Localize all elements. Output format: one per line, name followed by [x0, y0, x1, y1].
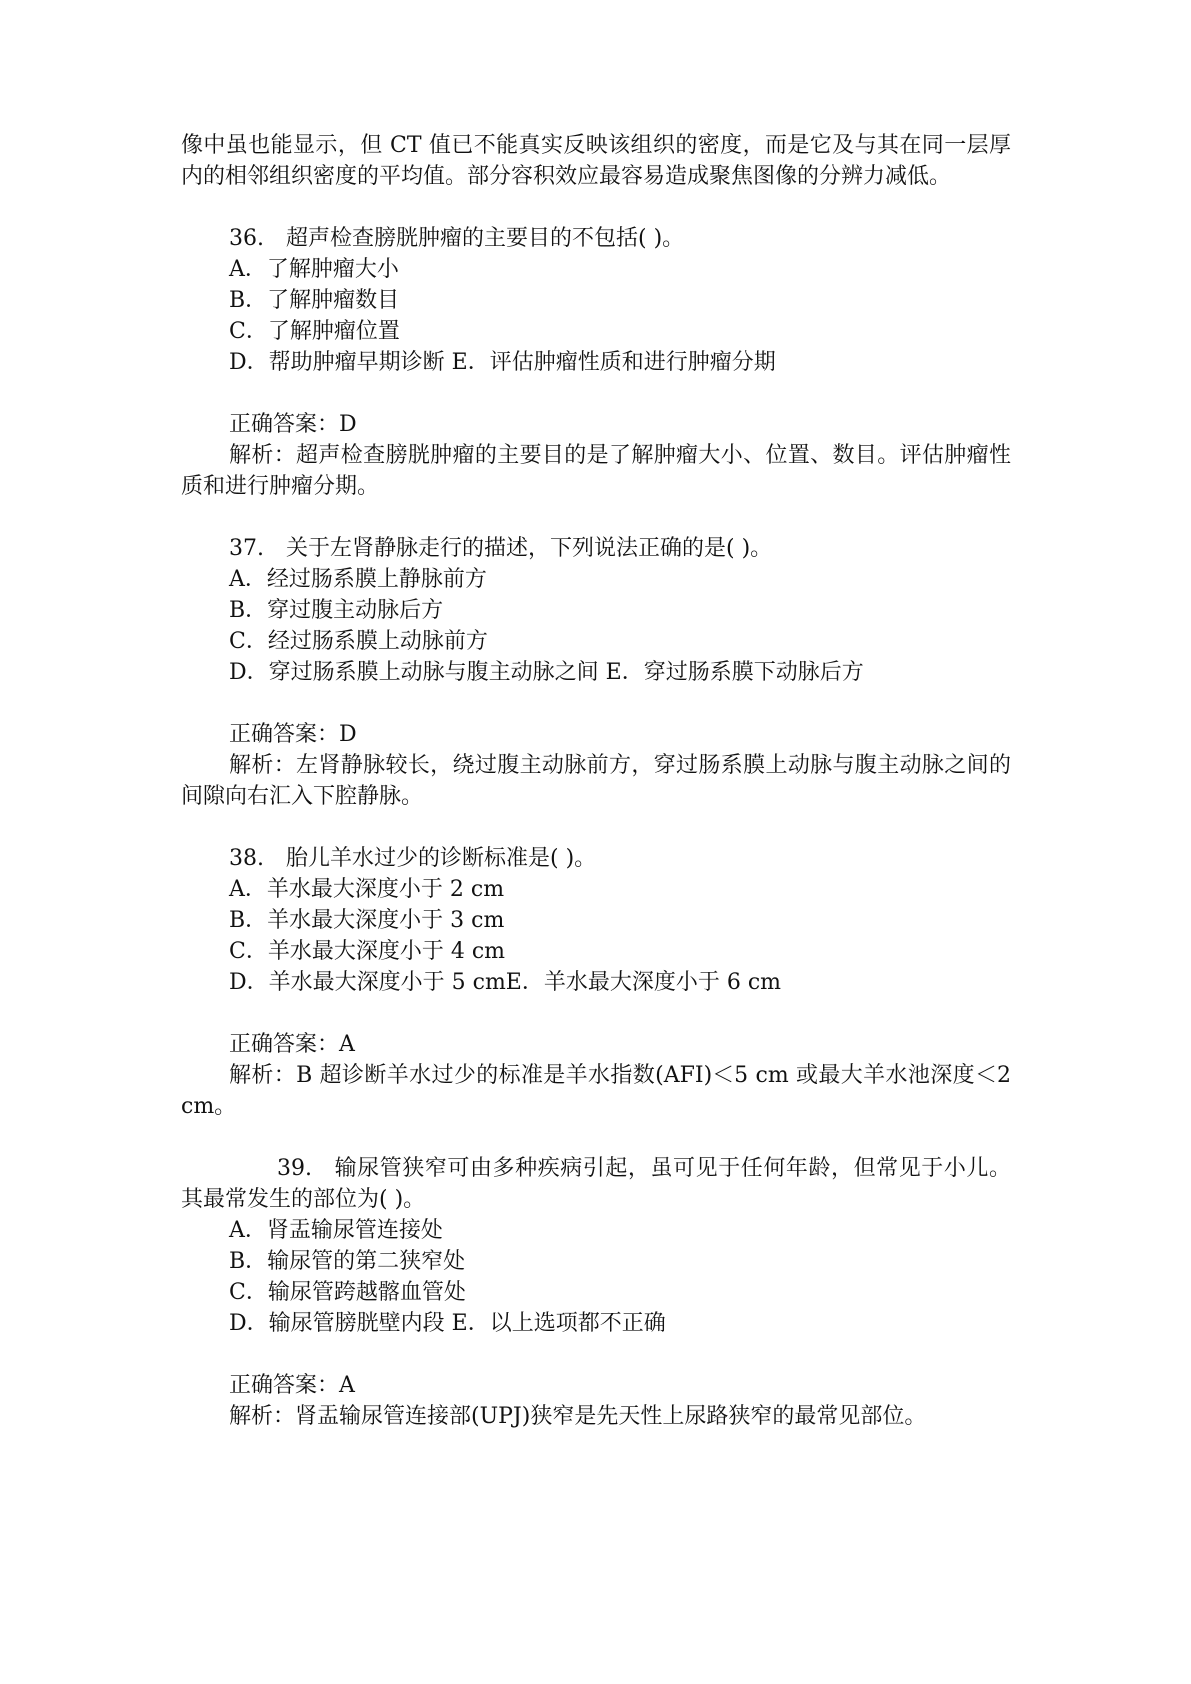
correct-answer: 正确答案：A	[229, 1032, 355, 1057]
option-b: B．输尿管的第二狭窄处	[229, 1249, 466, 1274]
option-b: B．了解肿瘤数目	[229, 288, 400, 313]
analysis: 解析：超声检查膀胱肿瘤的主要目的是了解肿瘤大小、位置、数目。评估肿瘤性质和进行肿瘤分期。	[181, 443, 1011, 499]
spacer	[181, 688, 1011, 719]
option-d-e: D．穿过肠系膜上动脉与腹主动脉之间 E．穿过肠系膜下动脉后方	[229, 660, 864, 685]
question-38	[181, 843, 1011, 1122]
option-b: B．穿过腹主动脉后方	[229, 598, 444, 623]
question-text: 胎儿羊水过少的诊断标准是( )。	[286, 846, 597, 871]
intro-paragraph: 像中虽也能显示，但 CT 值已不能真实反映该组织的密度，而是它及与其在同一层厚内的相邻组织密度的平均值。部分容积效应最容易造成聚焦图像的分辨力减低。	[181, 133, 1011, 189]
option-a: A．肾盂输尿管连接处	[229, 1218, 443, 1243]
option-d-e: D．输尿管膀胱壁内段 E．以上选项都不正确	[229, 1311, 666, 1336]
correct-answer: 正确答案：D	[229, 722, 357, 747]
question-number: 37.	[229, 536, 264, 561]
correct-answer: 正确答案：D	[229, 412, 357, 437]
question-text: 输尿管狭窄可由多种疾病引起，虽可见于任何年龄，但常见于小儿。其最常发生的部位为( )。	[181, 1156, 1011, 1212]
question-text: 超声检查膀胱肿瘤的主要目的不包括( )。	[286, 226, 685, 251]
option-a: A．经过肠系膜上静脉前方	[229, 567, 487, 592]
question-text: 关于左肾静脉走行的描述，下列说法正确的是( )。	[286, 536, 773, 561]
option-d-e: D．帮助肿瘤早期诊断 E．评估肿瘤性质和进行肿瘤分期	[229, 350, 776, 375]
question-stem	[181, 843, 1011, 874]
option-d-e: D．羊水最大深度小于 5 cmE．羊水最大深度小于 6 cm	[229, 970, 782, 995]
option-a: A．了解肿瘤大小	[229, 257, 399, 282]
correct-answer: 正确答案：A	[229, 1373, 355, 1398]
document-page	[181, 130, 1011, 1432]
spacer	[181, 998, 1011, 1029]
option-b: B．羊水最大深度小于 3 cm	[229, 908, 505, 933]
spacer	[181, 192, 1011, 223]
option-c: C．输尿管跨越髂血管处	[229, 1280, 466, 1305]
analysis: 解析：肾盂输尿管连接部(UPJ)狭窄是先天性上尿路狭窄的最常见部位。	[229, 1404, 927, 1429]
question-stem	[181, 533, 1011, 564]
spacer	[181, 502, 1011, 533]
question-number: 39.	[277, 1156, 312, 1181]
spacer	[181, 378, 1011, 409]
analysis: 解析：左肾静脉较长，绕过腹主动脉前方，穿过肠系膜上动脉与腹主动脉之间的间隙向右汇入下腔静脉。	[181, 753, 1011, 809]
spacer	[181, 1122, 1011, 1153]
spacer	[181, 812, 1011, 843]
question-36	[181, 223, 1011, 502]
question-number: 38.	[229, 846, 264, 871]
option-c: C．了解肿瘤位置	[229, 319, 400, 344]
question-39	[181, 1153, 1011, 1432]
option-c: C．经过肠系膜上动脉前方	[229, 629, 488, 654]
question-stem	[181, 223, 1011, 254]
analysis: 解析：B 超诊断羊水过少的标准是羊水指数(AFI)＜5 cm 或最大羊水池深度＜2 cm。	[181, 1063, 1011, 1119]
spacer	[181, 1339, 1011, 1370]
question-stem	[181, 1153, 1011, 1215]
option-a: A．羊水最大深度小于 2 cm	[229, 877, 505, 902]
option-c: C．羊水最大深度小于 4 cm	[229, 939, 505, 964]
question-37	[181, 533, 1011, 812]
question-number: 36.	[229, 226, 264, 251]
